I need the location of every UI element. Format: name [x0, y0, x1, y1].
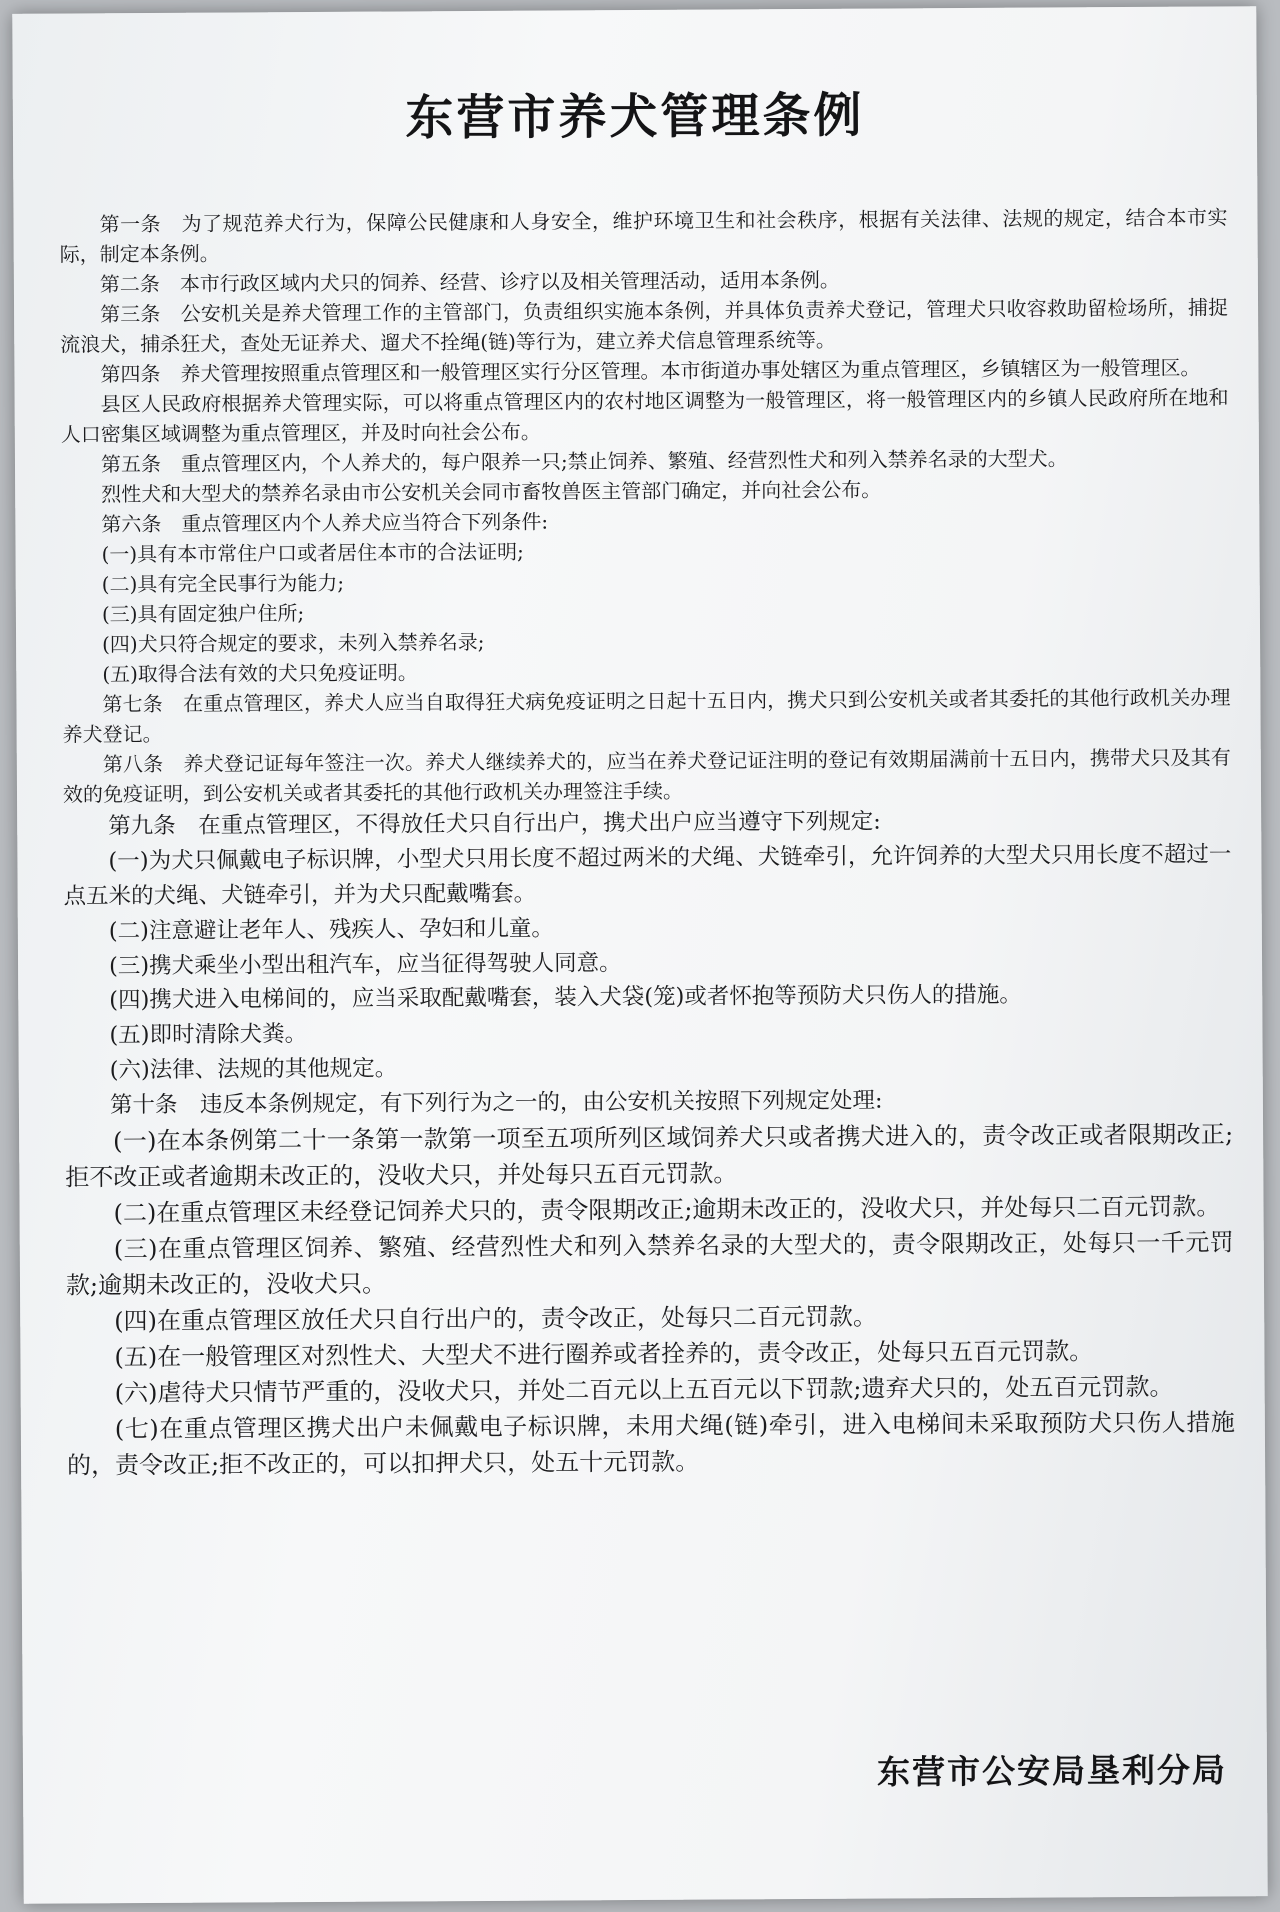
article-7: 第七条 在重点管理区，养犬人应当自取得狂犬病免疫证明之日起十五日内，携犬只到公安机关或者其委托的其他行政机关办理养犬登记。 — [62, 685, 1231, 747]
article-6-item-4: (四)犬只符合规定的要求，未列入禁养名录; — [102, 629, 485, 657]
document-title: 东营市养犬管理条例 — [405, 87, 865, 147]
issuer-signature: 东营市公安局垦利分局 — [876, 1750, 1228, 1792]
article-4-paragraph-2: 县区人民政府根据养犬管理实际，可以将重点管理区内的农村地区调整为一般管理区，将一般管理区内的乡镇人民政府所在地和人口密集区域调整为重点管理区，并及时向社会公布。 — [60, 385, 1229, 447]
article-10-item-7: (七)在重点管理区携犬出户未佩戴电子标识牌，未用犬绳(链)牵引，进入电梯间未采取预防犬只伤人措施的，责令改正;拒不改正的，可以扣押犬只，处五十元罚款。 — [67, 1408, 1235, 1480]
article-10-item-2: (二)在重点管理区未经登记饲养犬只的，责令限期改正;逾期未改正的，没收犬只，并处每只二百元罚款。 — [113, 1192, 1221, 1228]
article-5-paragraph-2: 烈性犬和大型犬的禁养名录由市公安机关会同市畜牧兽医主管部门确定，并向社会公布。 — [101, 477, 882, 507]
article-8: 第八条 养犬登记证每年签注一次。养犬人继续养犬的，应当在养犬登记证注明的登记有效期届满前十五日内，携带犬只及其有效的免疫证明，到公安机关或者其委托的其他行政机关办理签注手续。 — [62, 745, 1231, 807]
article-9-item-4: (四)携犬进入电梯间的，应当采取配戴嘴套，装入犬袋(笼)或者怀抱等预防犬只伤人的措施。 — [109, 982, 1022, 1014]
article-10-item-5: (五)在一般管理区对烈性犬、大型犬不进行圈养或者拴养的，责令改正，处每只五百元罚款。 — [114, 1337, 1094, 1372]
article-10-item-3: (三)在重点管理区饲养、繁殖、经营烈性犬和列入禁养名录的大型犬的，责令限期改正，处每只一千元罚款;逾期未改正的，没收犬只。 — [65, 1228, 1234, 1300]
article-10-penalties — [65, 1116, 1235, 1483]
article-9-item-5: (五)即时清除犬粪。 — [109, 1021, 308, 1049]
article-6: 第六条 重点管理区内个人养犬应当符合下列条件: — [101, 509, 549, 537]
regulation-body — [59, 202, 1235, 1483]
article-10-item-1: (一)在本条例第二十一条第一款第一项至五项所列区域饲养犬只或者携犬进入的，责令改正或者限期改正;拒不改正或者逾期未改正的，没收犬只，并处每只五百元罚款。 — [65, 1120, 1234, 1192]
article-10-item-4: (四)在重点管理区放任犬只自行出户的，责令改正，处每只二百元罚款。 — [114, 1302, 878, 1336]
article-9-item-6: (六)法律、法规的其他规定。 — [109, 1055, 398, 1084]
articles-1-to-8 — [59, 202, 1231, 809]
article-6-item-5: (五)取得合法有效的犬只免疫证明。 — [102, 660, 418, 687]
article-9-item-2: (二)注意避让老年人、残疾人、孕妇和儿童。 — [108, 915, 554, 944]
article-6-item-2: (二)具有完全民事行为能力; — [101, 570, 345, 597]
article-1: 第一条 为了规范养犬行为，保障公民健康和人身安全，维护环境卫生和社会秩序，根据有关法律、法规的规定，结合本市实际，制定本条例。 — [59, 205, 1228, 267]
article-9: 第九条 在重点管理区，不得放任犬只自行出户，携犬出户应当遵守下列规定: — [108, 808, 881, 840]
articles-9-to-10 — [63, 802, 1233, 1123]
article-3: 第三条 公安机关是养犬管理工作的主管部门，负责组织实施本条例，并具体负责养犬登记，管理犬只收容救助留检场所，捕捉流浪犬，捕杀狂犬，查处无证养犬、遛犬不拴绳(链)等行为，建立养犬信息管理系统等。 — [60, 295, 1229, 357]
article-9-item-3: (三)携犬乘坐小型出租汽车，应当征得驾驶人同意。 — [108, 949, 622, 979]
article-2: 第二条 本市行政区域内犬只的饲养、经营、诊疗以及相关管理活动，适用本条例。 — [99, 267, 840, 297]
article-4: 第四条 养犬管理按照重点管理区和一般管理区实行分区管理。本市街道办事处辖区为重点管理区，乡镇辖区为一般管理区。 — [100, 355, 1201, 387]
article-9-item-1: (一)为犬只佩戴电子标识牌，小型犬只用长度不超过两米的犬绳、犬链牵引，允许饲养的大型犬只用长度不超过一点五米的犬绳、犬链牵引，并为犬只配戴嘴套。 — [63, 841, 1232, 910]
article-5: 第五条 重点管理区内，个人养犬的，每户限养一只;禁止饲养、繁殖、经营烈性犬和列入禁养名录的大型犬。 — [100, 446, 1068, 477]
article-6-item-3: (三)具有固定独户住所; — [101, 601, 305, 627]
notice-sheet — [12, 6, 1268, 1904]
article-10-item-6: (六)虐待犬只情节严重的，没收犬只，并处二百元以上五百元以下罚款;遗弃犬只的，处五百元罚款。 — [114, 1372, 1174, 1408]
article-6-item-1: (一)具有本市常住户口或者居住本市的合法证明; — [101, 539, 524, 567]
article-10: 第十条 违反本条例规定，有下列行为之一的，由公安机关按照下列规定处理: — [109, 1087, 883, 1119]
